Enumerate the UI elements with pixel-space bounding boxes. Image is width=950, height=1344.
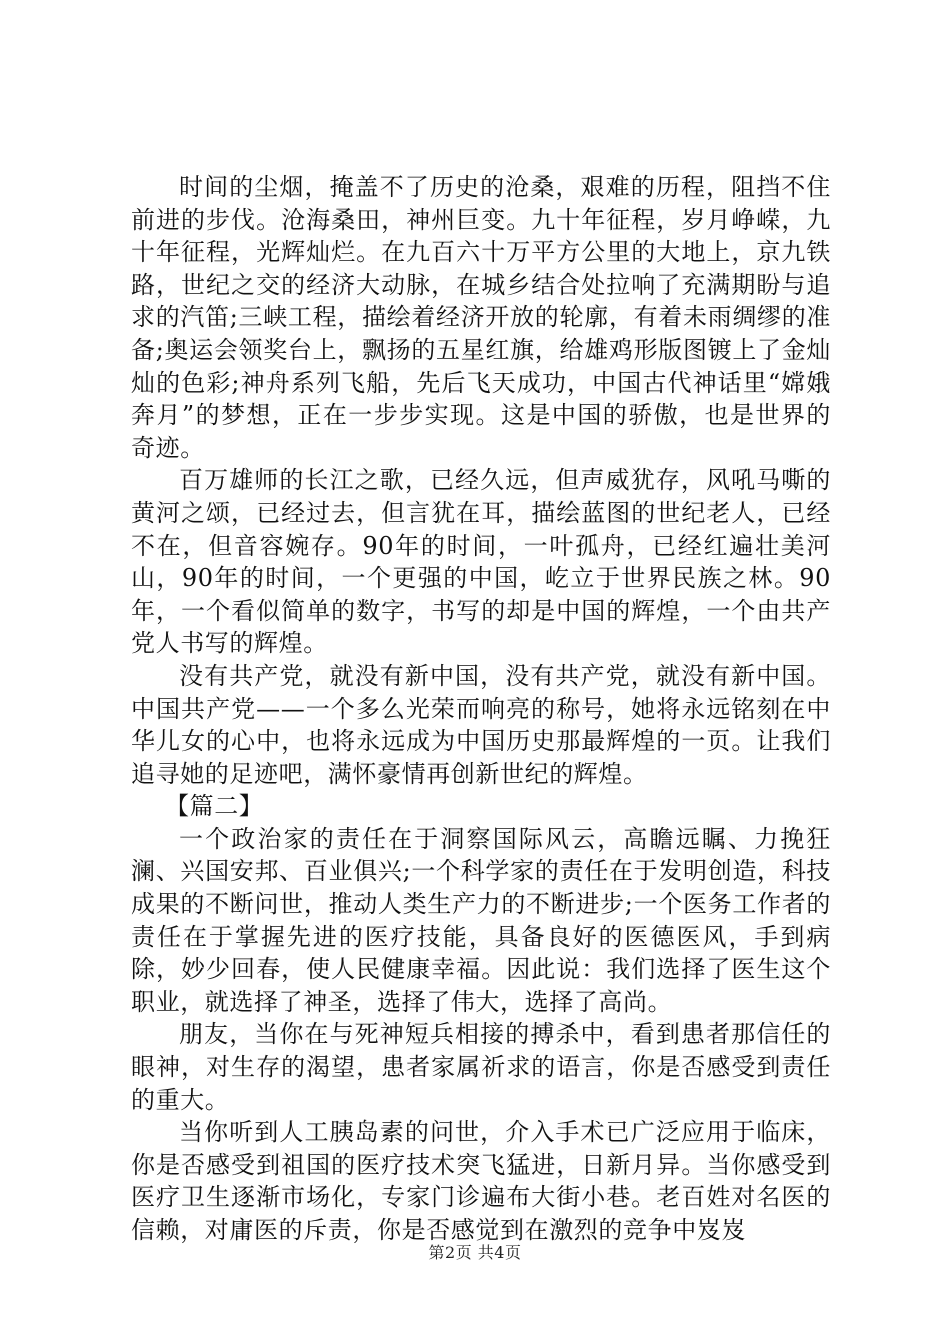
paragraph-history: 时间的尘烟，掩盖不了历史的沧桑，艰难的历程，阻挡不住前进的步伐。沧海桑田，神州巨变。九十年征程，岁月峥嵘，九十年征程，光辉灿烂。在九百六十万平方公里的大地上，京九铁路，世纪之交的经济大动脉，在城乡结合处拉响了充满期盼与追求的汽笛;三峡工程，描绘着经济开放的轮廓，有着未雨绸缪的准备;奥运会领奖台上，飘扬的五星红旗，给雄鸡形版图镀上了金灿灿的色彩;神舟系列飞船，先后飞天成功，中国古代神话里“嫦娥奔月”的梦想，正在一步步实现。这是中国的骄傲，也是世界的奇迹。: [131, 173, 831, 462]
paragraph-friend: 朋友，当你在与死神短兵相接的搏杀中，看到患者那信任的眼神，对生存的渴望，患者家属祈求的语言，你是否感受到责任的重大。: [131, 1020, 831, 1114]
document-body: [131, 171, 831, 1247]
paragraph-communist-party: 没有共产党，就没有新中国，没有共产党，就没有新中国。中国共产党——一个多么光荣而响亮的称号，她将永远铭刻在中华儿女的心中，也将永远成为中国历史那最辉煌的一页。让我们追寻她的足迹吧，满怀豪情再创新世纪的辉煌。: [131, 661, 831, 788]
paragraph-ninety-years: 百万雄师的长江之歌，已经久远，但声威犹存，风吼马嘶的黄河之颂，已经过去，但言犹在耳，描绘蓝图的世纪老人，已经不在，但音容婉存。90年的时间，一叶孤舟，已经红遍壮美河山，90年的时间，一个更强的中国，屹立于世界民族之林。90年，一个看似简单的数字，书写的却是中国的辉煌，一个由共产党人书写的辉煌。: [131, 466, 831, 658]
paragraph-medical-progress: 当你听到人工胰岛素的问世，介入手术已广泛应用于临床，你是否感受到祖国的医疗技术突飞猛进，日新月异。当你感受到医疗卫生逐渐市场化，专家门诊遍布大街小巷。老百姓对名医的信赖，对庸医的斥责，你是否感觉到在激烈的竞争中岌岌: [131, 1118, 831, 1244]
paragraph-responsibility: 一个政治家的责任在于洞察国际风云，高瞻远瞩、力挽狂澜、兴国安邦、百业俱兴;一个科学家的责任在于发明创造，科技成果的不断问世，推动人类生产力的不断进步;一个医务工作者的责任在于掌握先进的医疗技能，具备良好的医德医风，手到病除，妙少回春，使人民健康幸福。因此说：我们选择了医生这个职业，就选择了神圣，选择了伟大，选择了高尚。: [131, 824, 831, 1016]
page-number-footer: 第2页 共4页: [428, 1243, 522, 1262]
section-heading: 【篇二】: [165, 792, 264, 821]
